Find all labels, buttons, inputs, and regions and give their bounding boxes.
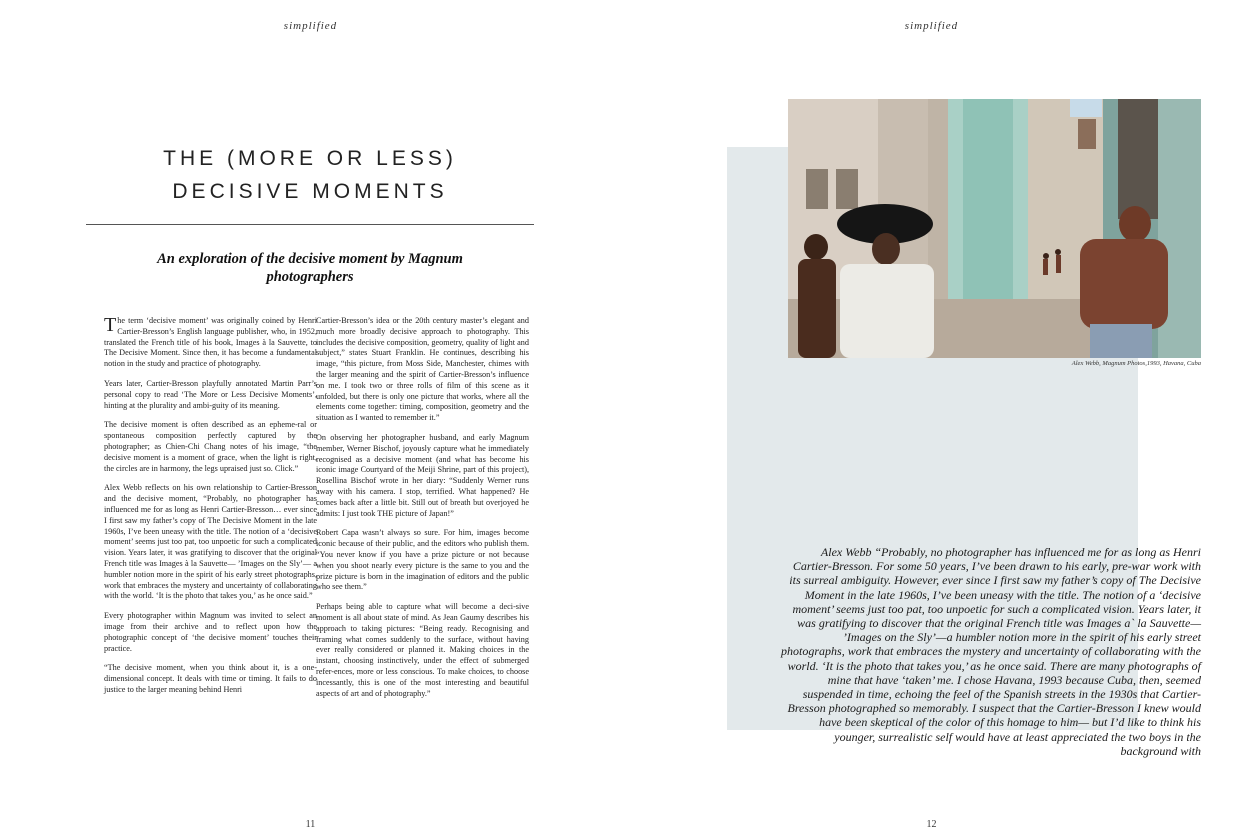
- paragraph: Cartier-Bresson’s idea or the 20th century master’s elegant and much more broadly decisive approach to photography. This includes the decisive composition, geometry, quality of light and subject,” states Stuart Franklin. He continues, describing his image, “this picture, from Moss Side, Manchester, chimes with the larger meaning and the spirit of Cartier-Bresson’s influence on me. I took two or three rolls of film of this scene as it unfolded, but there is only one picture that works, where all the elements come together: timing, composition, geometry and the situation as I wanted to remember it.”: [316, 316, 529, 423]
- paragraph: Every photographer within Magnum was invited to select an image from their archive and to reflect upon how the photographic concept of ‘the decisive moment’ touches their practice.: [104, 611, 317, 653]
- article-subtitle: An exploration of the decisive moment by Magnum photographers: [157, 251, 463, 285]
- title-line-2: DECISIVE MOMENTS: [172, 180, 448, 203]
- paragraph: On observing her photographer husband, and early Magnum member, Werner Bischof, joyously capture what he immediately recognised as a decisive moment (and what has become his iconic image Courtyard of the Meiji Shrine, part of this project), Rosellina Bischof wrote in her diary: “Suddenly Werner runs away with his camera. I stop, terrified. What happened? He comes back after a little bit. Still out of breath but overjoyed he admits: I just took THE picture of Japan!”: [316, 432, 529, 518]
- paragraph: [104, 316, 317, 370]
- paragraph: Years later, Cartier-Bresson playfully annotated Martin Parr’s personal copy to read ‘The More or Less Decisive Moments’, hinting at the plurality and ambi-guity of its meaning.: [104, 378, 317, 410]
- paragraph: The decisive moment is often described as an epheme-ral or spontaneous composition perfectly captured by the photographer; as Chien-Chi Chang notes of his image, “the decisive moment is a moment of grace, when the light is right, the circles are in harmony, the legs upraised just so. Click.”: [104, 420, 317, 473]
- paragraph: Alex Webb reflects on his own relationship to Cartier-Bresson and the decisive moment, “Probably, no photographer has influenced me for as long as Henri Cartier-Bresson… ever since I first saw my father’s copy of The Decisive Moment in the late 1960s, I’ve been uneasy with the title. The notion of a ‘decisive moment’ seems just too pat, too unpoetic for such a complicated vision. Years later, it was gratifying to discover that the original French title was Images à la Sauvette— ’Images on the Sly’— a humbler notion more in the spirit of his early street photographs, work that embraces the mystery and uncertainty of collaborating with the world. ‘It is the photo that takes you,’ as he once said.”: [104, 483, 317, 601]
- running-head-right: simplified: [904, 20, 959, 32]
- running-head-left: simplified: [283, 20, 338, 32]
- body-column-2: [316, 316, 529, 708]
- photo-caption: Alex Webb, Magnum Photos,1993, Havana, Cuba: [1071, 360, 1201, 367]
- paragraph-text: he term ‘decisive moment’ was originally coined by Henri Cartier-Bresson’s English language publisher, who, in 1952, translated the French title of his book, Images à la Sauvette, to The Decisive Moment. Since then, it has become a fundamental notion in the study and practice of photography.: [104, 316, 317, 369]
- page-number-left: 11: [305, 819, 316, 830]
- paragraph: Robert Capa wasn’t always so sure. For him, images become iconic because of their public, and the editors who publish them. “You never know if you have a prize picture or not because when you shoot nearly every picture is the same to you and the prize picture is born in the imagination of editors and the public who see them.”: [316, 528, 529, 592]
- paragraph: “The decisive moment, when you think about it, is a one-dimensional concept. It deals with time or timing. It fails to do justice to the larger meaning behind Henri: [104, 663, 317, 694]
- photo-illustration: [788, 99, 1201, 358]
- title-line-1: THE (MORE OR LESS): [163, 147, 457, 170]
- article-title: [86, 142, 534, 208]
- page-number-right: 12: [926, 819, 937, 830]
- body-column-1: [104, 316, 317, 705]
- havana-photo: [788, 99, 1201, 358]
- paragraph: Perhaps being able to capture what will become a deci-sive moment is all about state of mind. As Jean Gaumy describes his approach to taking pictures: “Being ready. Recognising and framing what comes suddenly to the surface, without having ever really considered or planned it. Making choices in the instant, choosing instinctively, under the effect of submerged refer-ences, more or less conscious. To make choices, to choose incessantly, this is one of the most interesting and beautiful aspects of art and of photography.”: [316, 602, 529, 698]
- pull-quote: Alex Webb “Probably, no photographer has influenced me for as long as Henri Cartier-Bresson. For some 50 years, I’ve been drawn to his early, pre-war work with its surreal ambiguity. However, ever since I first saw my father’s copy of The Decisive Moment in the late 1960s, I’ve been uneasy with the title. The notion of a ‘decisive moment’ seems just too pat, too unpoetic for such a complicated vision. Years later, it was gratifying to discover that the original French title was Images a` la Sauvette— ’Images on the Sly’—a humbler notion more in the spirit of his early street photographs, work that embraces the mystery and uncertainty of collaborating with the world. ‘It is the photo that takes you,’ as he once said. There are many photographs of mine that have ‘taken’ me. I chose Havana, 1993 because Cuba, then, seemed suspended in time, echoing the feel of the Spanish streets in the 1930s that Cartier-Bresson photographed so memorably. I suspect that the Cartier-Bresson I knew would have been skeptical of the color of this homage to him— but I’d like to think his younger, surrealistic self would have at least appreciated the two boys in the background with: [781, 545, 1201, 758]
- drop-cap: T: [104, 314, 117, 336]
- title-divider: [86, 224, 534, 225]
